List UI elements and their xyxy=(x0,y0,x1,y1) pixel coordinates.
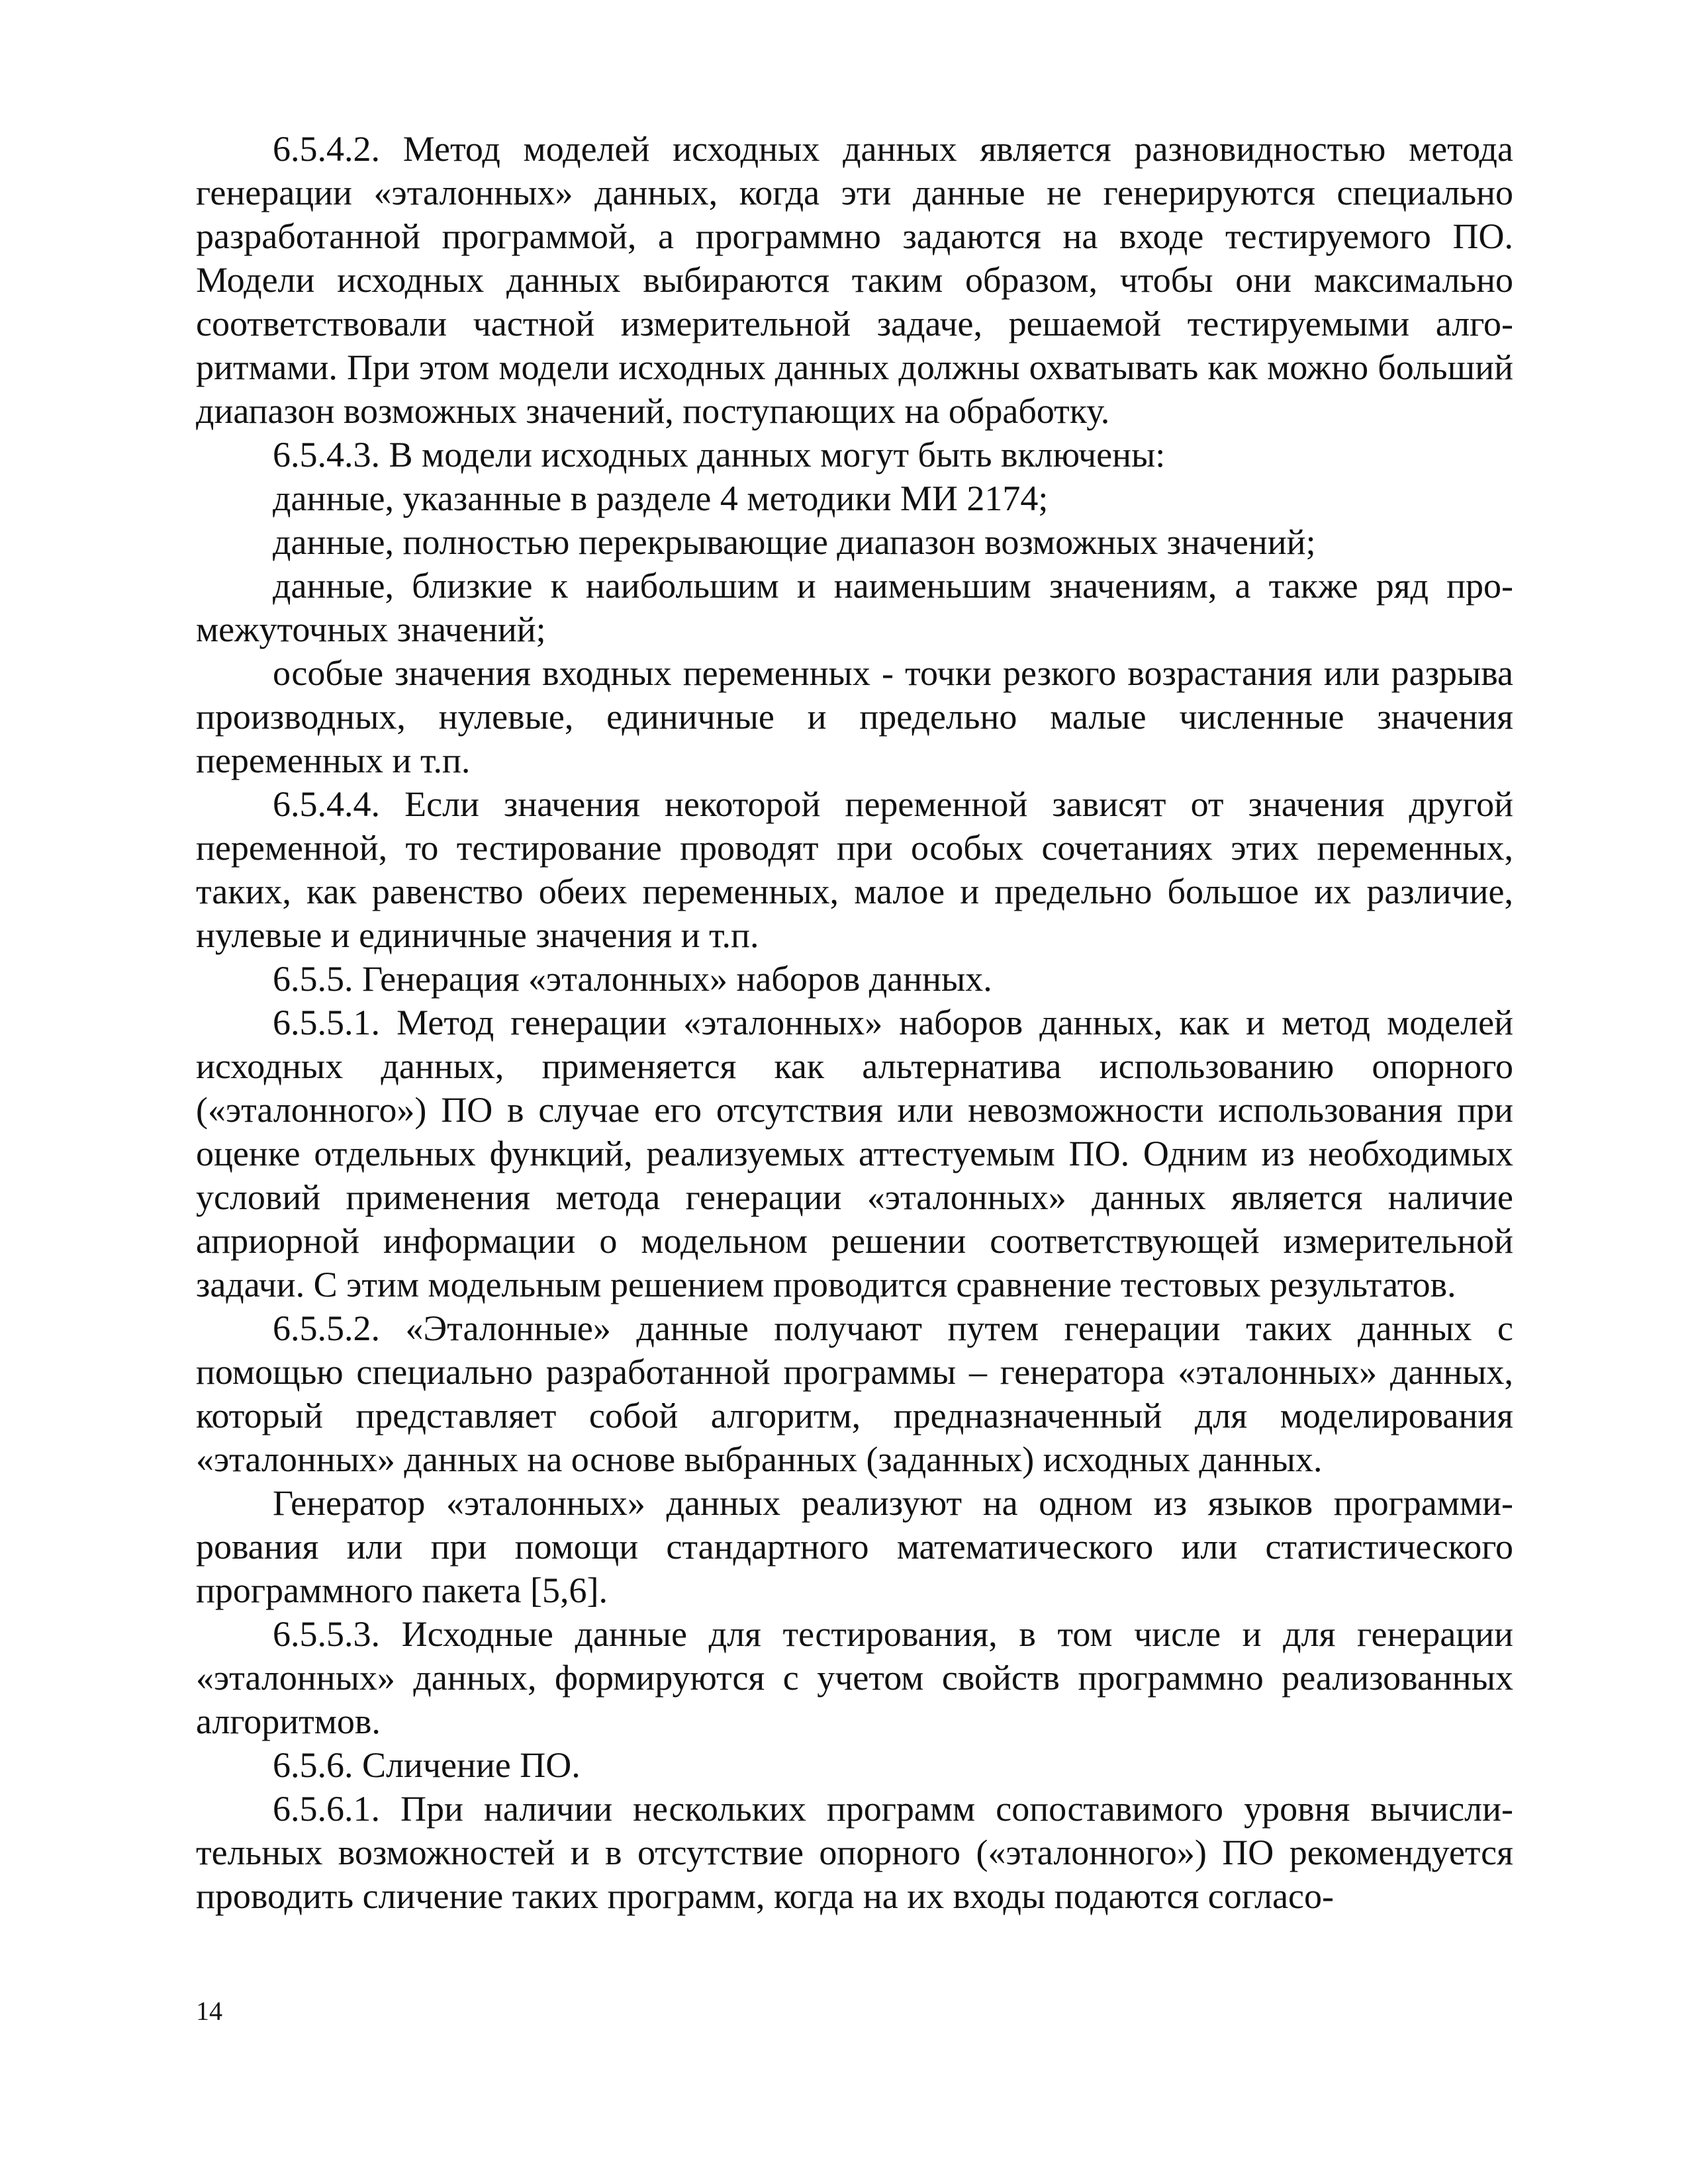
paragraph-6-5-6-1: 6.5.6.1. При наличии нескольких программ сопоставимого уровня вычислительных возможностей и в отсутствие опорного («эталонного») ПО рекомендуется проводить сличение таких программ, когда на их входы подаются согласо- xyxy=(196,1789,1513,1916)
list-item-special-values: особые значения входных переменных - точки резкого возрастания или разрыва производных, нулевые, единичные и предельно малые численные значения переменных и т.п. xyxy=(196,653,1513,780)
paragraph-6-5-4-2: 6.5.4.2. Метод моделей исходных данных является разновидностью метода генерации «эталонных» данных, когда эти данные не генерируются специально разработанной программой, а программно задаются на входе тестируемого ПО. Модели исходных данных выбираются таким образом, чтобы они максимально соответствовали частной измерительной задаче, решаемой тестируемыми алгоритмами. При этом модели исходных данных должны охватывать как можно больший диапазон возможных значений, поступающих на обработку. xyxy=(196,129,1513,431)
paragraph-6-5-5-2: 6.5.5.2. «Эталонные» данные получают путем генерации таких данных с помощью специально разработанной программы – генератора «эталонных» данных, который представляет собой алгоритм, предназначенный для моделирования «эталонных» данных на основе выбранных (заданных) исходных данных. xyxy=(196,1308,1513,1479)
heading-6-5-5: 6.5.5. Генерация «эталонных» наборов данных. xyxy=(273,959,992,999)
page-number: 14 xyxy=(196,1996,222,2026)
paragraph-6-5-5-1: 6.5.5.1. Метод генерации «эталонных» наборов данных, как и метод моделей исходных данных, применяется как альтернатива использованию опорного («эталонного») ПО в случае его отсутствия или невозможности использования при оценке отдельных функций, реализуемых аттестуемым ПО. Одним из необходимых условий применения метода генерации «эталонных» данных является наличие априорной информации о модельном решении соответствующей измерительной задачи. С этим модельным решением проводится сравнение тестовых результатов. xyxy=(196,1003,1513,1304)
list-item-full-range: данные, полностью перекрывающие диапазон возможных значений; xyxy=(273,522,1316,562)
list-item-extreme-values: данные, близкие к наибольшим и наименьшим значениям, а также ряд промежуточных значений; xyxy=(196,566,1513,649)
list-item-mi-2174: данные, указанные в разделе 4 методики МИ 2174; xyxy=(273,478,1049,518)
paragraph-generator: Генератор «эталонных» данных реализуют на одном из языков программирования или при помощи стандартного математического или статистического программного пакета [5,6]. xyxy=(196,1483,1513,1610)
heading-6-5-6: 6.5.6. Сличение ПО. xyxy=(273,1745,581,1785)
paragraph-6-5-4-3: 6.5.4.3. В модели исходных данных могут быть включены: xyxy=(273,435,1166,475)
paragraph-6-5-4-4: 6.5.4.4. Если значения некоторой переменной зависят от значения другой переменной, то тестирование проводят при особых сочетаниях этих переменных, таких, как равенство обеих переменных, малое и предельно большое их различие, нулевые и единичные значения и т.п. xyxy=(196,784,1513,955)
body-text xyxy=(196,127,1513,1918)
paragraph-6-5-5-3: 6.5.5.3. Исходные данные для тестирования, в том числе и для генерации «эталонных» данных, формируются с учетом свойств программно реализованных алгоритмов. xyxy=(196,1614,1513,1741)
